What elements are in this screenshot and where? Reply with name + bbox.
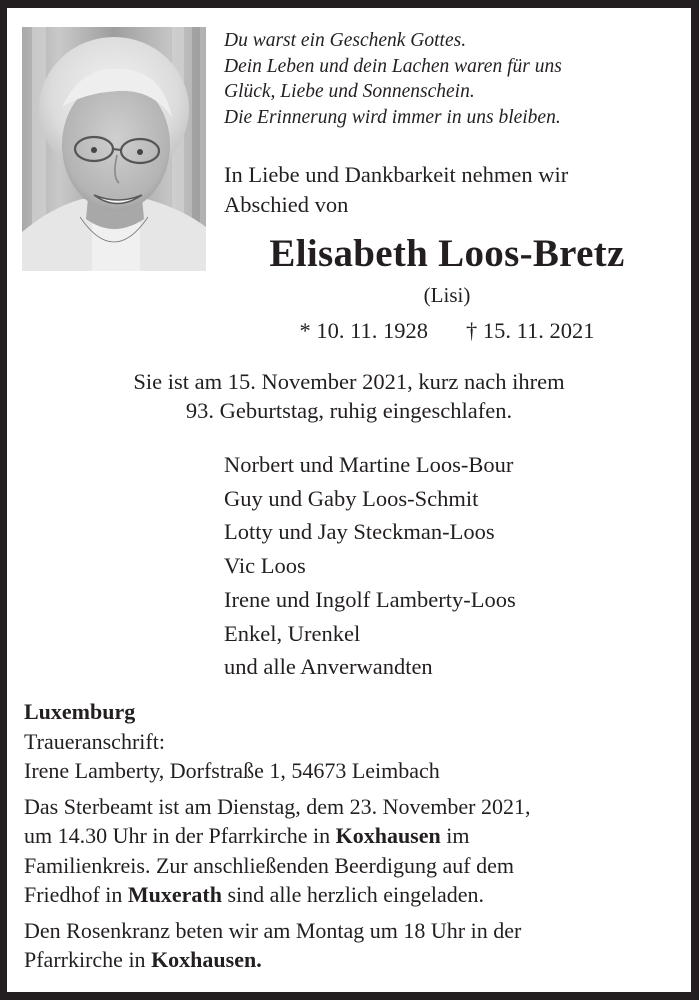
funeral-text: Friedhof in <box>24 882 128 907</box>
passing-notice <box>7 367 691 425</box>
funeral-line: Das Sterbeamt ist am Dienstag, dem 23. November 2021, <box>24 793 531 819</box>
mourner-item: Vic Loos <box>224 553 306 579</box>
funeral-text: im <box>440 823 470 848</box>
intro-line: In Liebe und Dankbarkeit nehmen wir <box>224 162 569 187</box>
funeral-details <box>24 697 684 975</box>
funeral-line <box>24 880 684 910</box>
mourner-item: Irene und Ingolf Lamberty-Loos <box>224 586 516 612</box>
life-dates <box>212 316 682 346</box>
funeral-line <box>24 821 684 851</box>
mourner-item: Norbert und Martine Loos-Bour <box>224 452 514 477</box>
rosary-text: Pfarrkirche in <box>24 947 152 972</box>
mourning-address: Irene Lamberty, Dorfstraße 1, 54673 Leimbach <box>24 758 440 783</box>
death-symbol-cross-icon: † <box>466 318 478 343</box>
mourner-item: Enkel, Urenkel <box>224 620 361 646</box>
passing-line: 93. Geburtstag, ruhig eingeschlafen. <box>185 398 513 423</box>
portrait-photo <box>22 27 206 271</box>
funeral-service-notice <box>24 792 684 910</box>
cemetery-location: Muxerath <box>127 882 222 907</box>
deceased-name: Elisabeth Loos-Bretz <box>269 232 625 275</box>
farewell-intro <box>224 160 674 220</box>
rosary-line <box>24 945 684 975</box>
mourner-item: Guy und Gaby Loos-Schmit <box>224 485 479 511</box>
mourners-list <box>224 448 674 684</box>
rosary-line: Den Rosenkranz beten wir am Montag um 18 Uhr in der <box>24 917 522 943</box>
funeral-line: Familienkreis. Zur anschließenden Beerdigung auf dem <box>24 852 514 878</box>
rosary-location: Koxhausen. <box>151 947 262 972</box>
passing-line: Sie ist am 15. November 2021, kurz nach ihrem <box>133 369 565 394</box>
memorial-verse <box>224 28 674 130</box>
church-location: Koxhausen <box>335 823 441 848</box>
mourner-item: und alle Anverwandten <box>224 654 433 680</box>
address-label: Traueranschrift: <box>24 728 165 754</box>
death-date: 15. 11. 2021 <box>482 318 595 343</box>
deceased-nickname: (Lisi) <box>423 283 471 307</box>
birth-date: 10. 11. 1928 <box>316 318 428 343</box>
mourner-item: Lotty und Jay Steckman-Loos <box>224 519 495 545</box>
verse-line: Glück, Liebe und Sonnenschein. <box>224 81 475 102</box>
rosary-notice <box>24 916 684 975</box>
funeral-text: sind alle herzlich eingeladen. <box>221 882 485 907</box>
birth-symbol: * <box>299 318 311 343</box>
intro-line: Abschied von <box>224 192 349 217</box>
location: Luxemburg <box>24 699 136 724</box>
verse-line: Dein Leben und dein Lachen waren für uns <box>224 55 562 77</box>
verse-line: Du warst ein Geschenk Gottes. <box>224 30 467 51</box>
verse-line: Die Erinnerung wird immer in uns bleiben. <box>224 106 561 128</box>
funeral-text: um 14.30 Uhr in der Pfarrkirche in <box>24 823 336 848</box>
portrait-image <box>22 27 206 271</box>
